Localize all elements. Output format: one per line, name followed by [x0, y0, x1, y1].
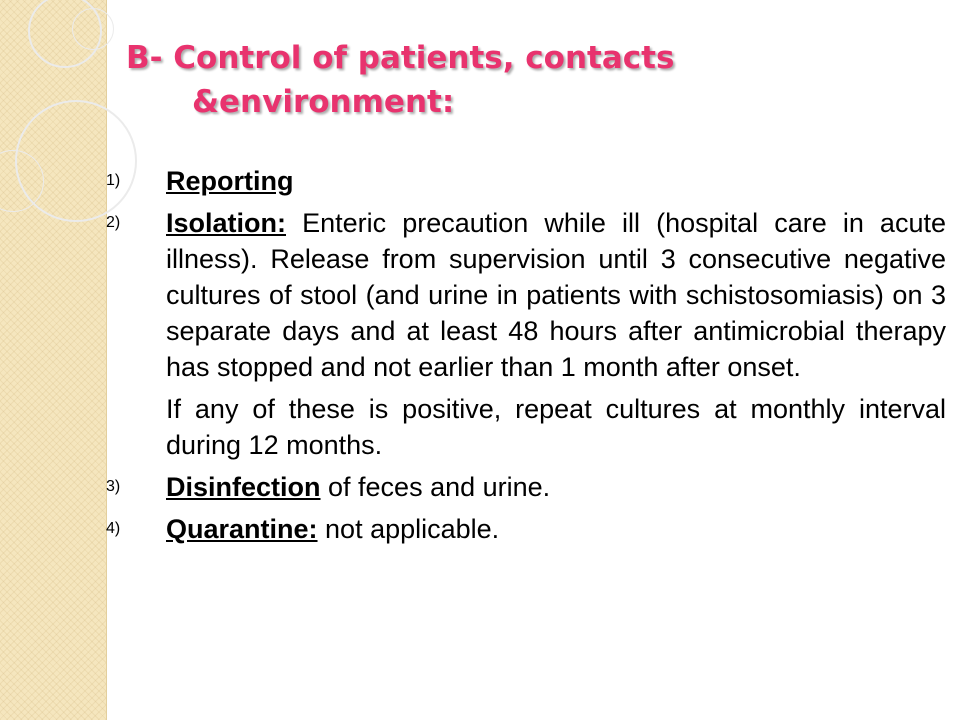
list-item-isolation: [106, 205, 946, 385]
note-text: If any of these is positive, repeat cultures at monthly interval during 12 months.: [166, 394, 946, 460]
list-number: 4): [106, 520, 121, 537]
item-keyword: Disinfection: [166, 472, 321, 502]
list-item-quarantine: [106, 511, 946, 547]
list-number: 3): [106, 478, 121, 495]
list-number: 1): [106, 172, 121, 189]
item-text: Enteric precaution while ill (hospital care in acute illness). Release from supervision until 3 consecutive negative cultures of stool (and urine in patients with schistosomiasis) on 3 separate days and at least 48 hours after antimicrobial therapy has stopped and not earlier than 1 month after onset.: [166, 208, 946, 382]
item-text: of feces and urine.: [320, 472, 551, 502]
item-keyword: Quarantine:: [166, 514, 318, 544]
list-item-disinfection: [106, 469, 946, 505]
item-keyword: Isolation:: [166, 208, 286, 238]
slide-title: [126, 36, 926, 124]
list-number: 2): [106, 214, 121, 231]
list-item-reporting: [106, 163, 946, 199]
list-note: [106, 391, 946, 463]
item-text: not applicable.: [317, 514, 500, 544]
slide-title-line1: B- Control of patients, contacts: [126, 40, 675, 76]
decorative-ring: [72, 8, 114, 50]
slide-body: [106, 163, 946, 547]
slide-title-line2: &environment:: [192, 84, 455, 120]
item-keyword: Reporting: [166, 166, 294, 196]
